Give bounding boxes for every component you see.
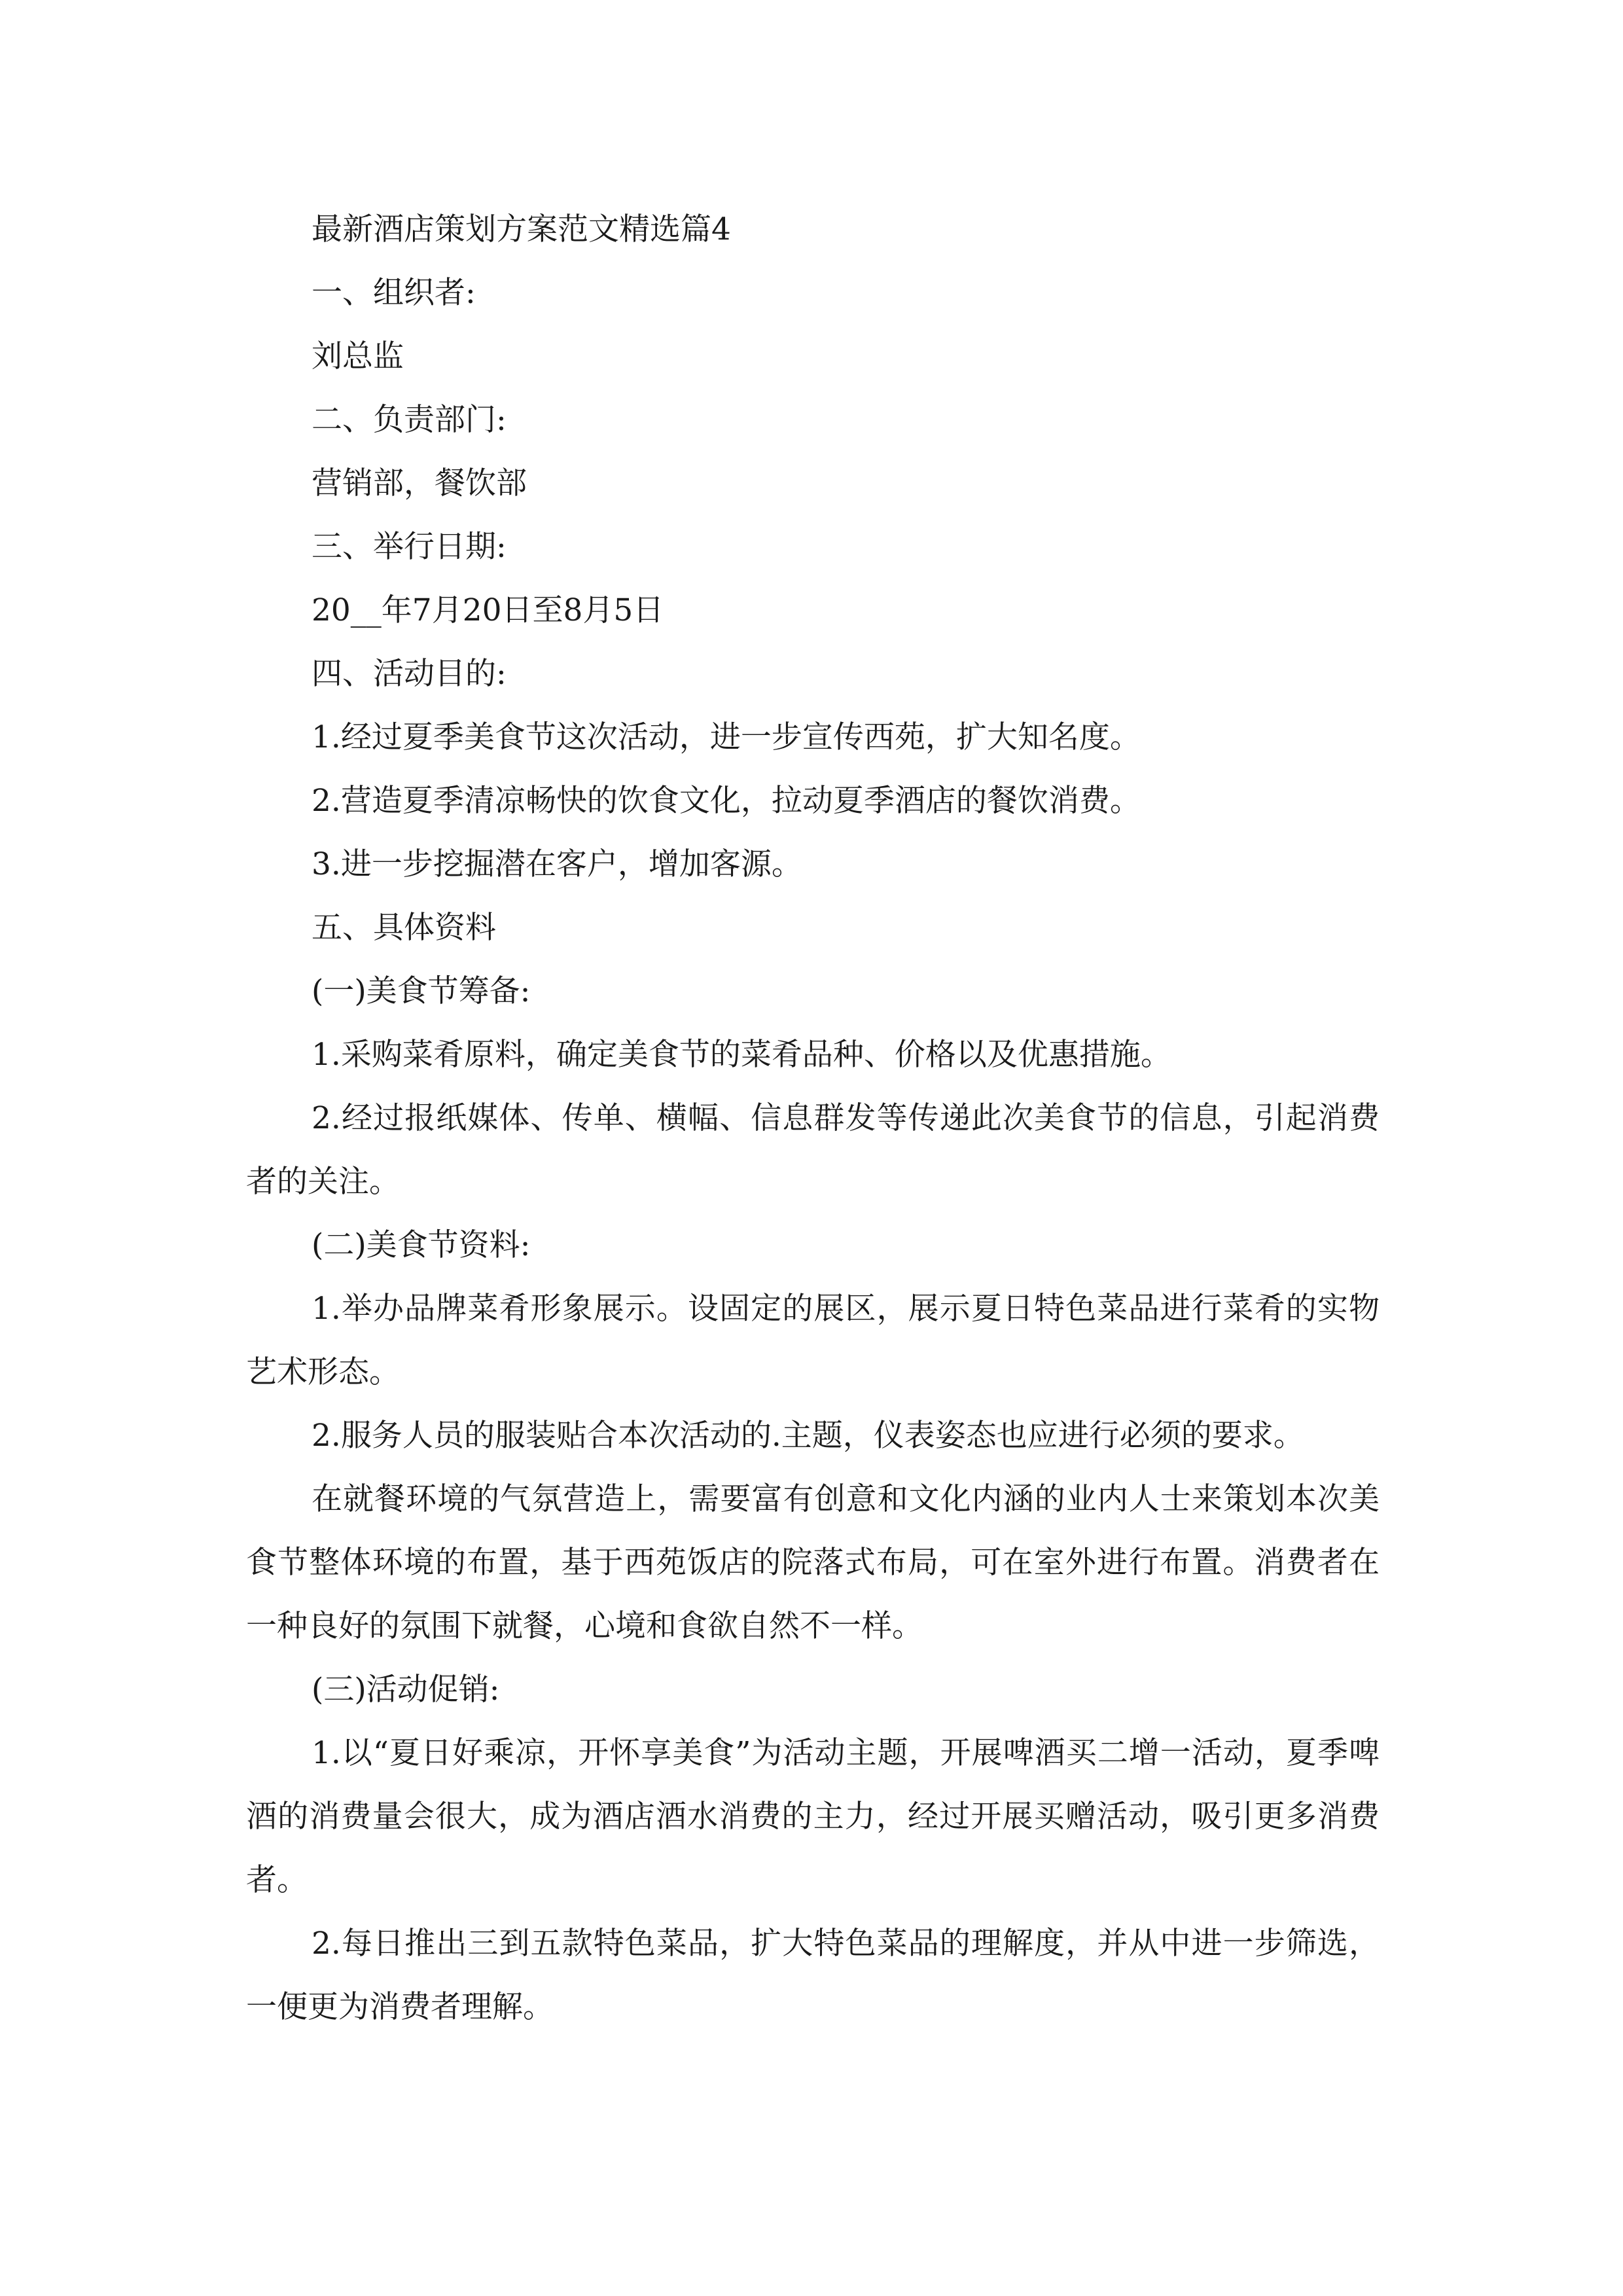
content-item-2: 2.服务人员的服装贴合本次活动的.主题，仪表姿态也应进行必须的要求。 <box>312 1418 1304 1454</box>
organizer-name: 刘总监 <box>312 338 404 374</box>
section-heading-date: 三、举行日期: <box>312 529 507 565</box>
goal-item-1: 1.经过夏季美食节这次活动，进一步宣传西苑，扩大知名度。 <box>312 719 1141 755</box>
preparation-item-1: 1.采购菜肴原料，确定美食节的菜肴品种、价格以及优惠措施。 <box>312 1037 1171 1073</box>
subsection-heading-content: (二)美食节资料: <box>312 1227 531 1263</box>
promotion-item-2: 2.每日推出三到五款特色菜品，扩大特色菜品的理解度，并从中进一步筛选，一便更为消费者理解。 <box>246 1926 1380 2025</box>
subsection-heading-preparation: (一)美食节筹备: <box>312 973 531 1009</box>
department-names: 营销部，餐饮部 <box>312 465 527 501</box>
goal-item-3: 3.进一步挖掘潜在客户，增加客源。 <box>312 846 802 882</box>
event-date: 20__年7月20日至8月5日 <box>312 592 664 628</box>
environment-paragraph: 在就餐环境的气氛营造上，需要富有创意和文化内涵的业内人士来策划本次美食节整体环境的布置，基于西苑饭店的院落式布局，可在室外进行布置。消费者在一种良好的氛围下就餐，心境和食欲自然不一样。 <box>246 1481 1380 1644</box>
section-heading-organizer: 一、组织者: <box>312 275 476 311</box>
subsection-heading-promotion: (三)活动促销: <box>312 1672 500 1708</box>
content-item-1: 1.举办品牌菜肴形象展示。设固定的展区，展示夏日特色菜品进行菜肴的实物艺术形态。 <box>246 1291 1380 1390</box>
goal-item-2: 2.营造夏季清凉畅快的饮食文化，拉动夏季酒店的餐饮消费。 <box>312 783 1141 819</box>
preparation-item-2: 2.经过报纸媒体、传单、横幅、信息群发等传递此次美食节的信息，引起消费者的关注。 <box>246 1100 1380 1200</box>
section-heading-department: 二、负责部门: <box>312 402 507 438</box>
section-heading-details: 五、具体资料 <box>312 910 496 946</box>
document-page <box>246 198 1380 2039</box>
section-heading-goals: 四、活动目的: <box>312 656 507 692</box>
document-title: 最新酒店策划方案范文精选篇4 <box>312 211 731 247</box>
promotion-item-1: 1.以“夏日好乘凉，开怀享美食”为活动主题，开展啤酒买二增一活动，夏季啤酒的消费量会很大，成为酒店酒水消费的主力，经过开展买赠活动，吸引更多消费者。 <box>246 1735 1380 1898</box>
